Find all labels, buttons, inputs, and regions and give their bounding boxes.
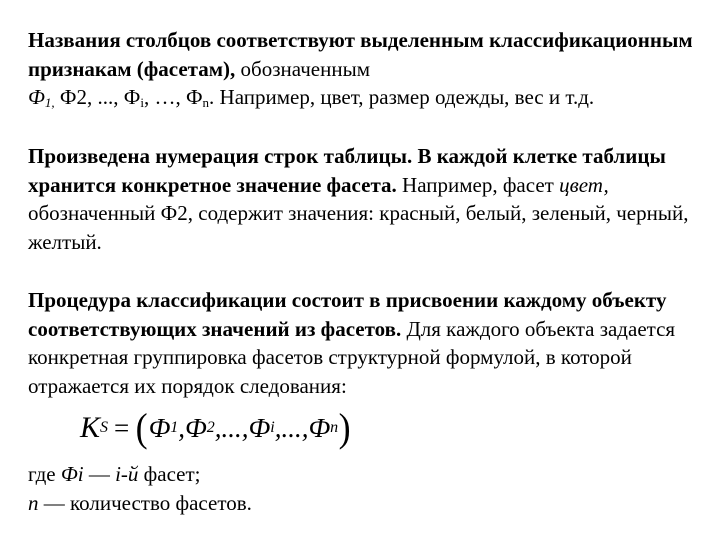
p2-text-2: обозначенный Ф2, содержит значения: красный, белый, зеленый, черный, желтый. <box>28 201 689 254</box>
p3-text: Для каждого объекта задается конкретная группировка фасетов структурной формулой, в которой отражается их порядок следования: <box>28 316 676 398</box>
formula-open-paren: ( <box>135 405 148 450</box>
structural-formula: K S = ( Ф 1 , Ф 2 ,..., Ф i ,..., Ф n ) <box>80 405 351 450</box>
paragraph-classification-procedure <box>28 286 700 400</box>
legend-i-th: i-й <box>115 462 139 486</box>
p1-phi1-symbol: Ф <box>28 85 45 109</box>
p1-list-mid2: , …, Ф <box>143 85 203 109</box>
paragraph-legend <box>28 460 700 517</box>
p1-phi-i-subscript: i <box>140 95 144 110</box>
formula-lhs: K <box>80 411 101 444</box>
formula-term-i: Ф <box>248 412 271 443</box>
p1-tail: . Например, цвет, размер одежды, вес и т.д. <box>209 85 595 109</box>
formula-term-1: Ф <box>148 412 171 443</box>
formula-term-n: Ф <box>308 412 331 443</box>
p1-bold-text: Названия столбцов соответствуют выделенным классификационным признакам (фасетам), <box>28 28 693 81</box>
p3-bold-text: Процедура классификации состоит в присвоении каждому объекту соответствующих значений из фасетов. <box>28 288 667 341</box>
legend-n: n <box>28 490 39 515</box>
paragraph-table-rows <box>28 142 700 256</box>
formula-separator: , <box>178 412 186 443</box>
legend-where: где <box>28 462 61 486</box>
formula-dots-1: ,..., <box>214 412 249 443</box>
p1-phi-n-subscript: n <box>202 95 210 110</box>
p2-text-1: Например, фасет <box>396 172 560 197</box>
legend-phi-i: Фi <box>60 462 84 486</box>
legend-dash-1: — <box>83 462 116 486</box>
legend-count: — количество фасетов. <box>38 490 252 515</box>
paragraph-facets-columns <box>28 26 700 112</box>
formula-term-2: Ф <box>185 412 207 443</box>
p1-text: обозначенным <box>235 56 371 81</box>
p1-list-mid: Ф2, ..., Ф <box>54 85 141 109</box>
formula-dots-2: ,..., <box>274 412 309 443</box>
legend-facet: фасет; <box>138 462 201 486</box>
p2-italic-color: цвет, <box>559 172 609 197</box>
p2-bold-text: Произведена нумерация строк таблицы. В каждой клетке таблицы хранится конкретное значение фасета. <box>28 144 666 197</box>
p1-phi1-subscript: 1, <box>44 95 55 110</box>
formula-equals: = <box>114 412 130 443</box>
formula-close-paren: ) <box>338 405 351 450</box>
